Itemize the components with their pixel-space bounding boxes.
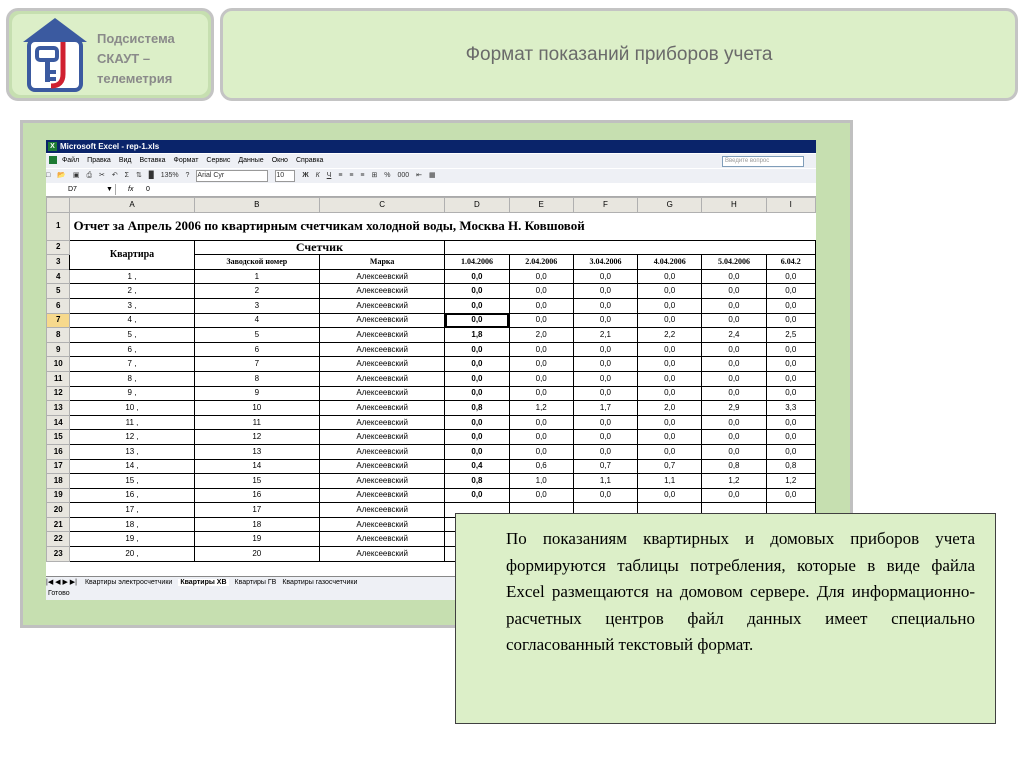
column-header[interactable]: D [445, 198, 509, 213]
apartment-cell[interactable]: 20 , [70, 547, 194, 562]
reading-cell[interactable]: 0,8 [445, 401, 509, 416]
row-header[interactable]: 1 [47, 212, 70, 240]
serial-cell[interactable]: 18 [194, 517, 319, 532]
reading-cell[interactable]: 0,0 [509, 313, 573, 328]
serial-cell[interactable]: 1 [194, 269, 319, 284]
reading-cell[interactable]: 0,0 [766, 313, 815, 328]
reading-cell[interactable]: 1,2 [702, 474, 766, 489]
reading-cell[interactable]: 0,0 [573, 357, 637, 372]
reading-cell[interactable]: 0,0 [702, 488, 766, 503]
apartment-cell[interactable]: 5 , [70, 328, 194, 343]
apartment-cell[interactable]: 15 , [70, 474, 194, 489]
reading-cell[interactable]: 0,0 [766, 386, 815, 401]
reading-cell[interactable]: 0,0 [509, 371, 573, 386]
excel-window-title: Microsoft Excel - rep-1.xls [60, 142, 160, 151]
reading-cell[interactable]: 0,0 [638, 284, 702, 299]
reading-cell[interactable]: 0,0 [445, 415, 509, 430]
save-icon[interactable]: ▣ [72, 172, 80, 179]
reading-cell[interactable]: 0,0 [702, 371, 766, 386]
merge-icon[interactable]: ⊞ [371, 172, 378, 179]
apartment-cell[interactable]: 14 , [70, 459, 194, 474]
row-header[interactable]: 5 [47, 284, 70, 299]
reading-cell[interactable]: 0,0 [573, 313, 637, 328]
row-header[interactable]: 19 [47, 488, 70, 503]
table-row [47, 284, 816, 299]
brand-cell[interactable]: Алексеевский [320, 488, 445, 503]
menu-item[interactable]: Правка [87, 157, 111, 164]
reading-cell[interactable]: 0,0 [445, 357, 509, 372]
italic-button[interactable]: К [315, 172, 320, 179]
menu-item[interactable]: Файл [61, 157, 80, 164]
row-header[interactable]: 15 [47, 430, 70, 445]
reading-cell[interactable]: 0,0 [702, 298, 766, 313]
grid-cell[interactable] [445, 240, 816, 255]
reading-cell[interactable]: 0,0 [638, 371, 702, 386]
reading-cell[interactable]: 1,8 [445, 328, 509, 343]
table-row [47, 415, 816, 430]
logo-line-2: СКАУТ – [97, 51, 151, 66]
reading-cell[interactable]: 0,0 [702, 430, 766, 445]
brand-cell[interactable]: Алексеевский [320, 503, 445, 518]
row-header[interactable]: 12 [47, 386, 70, 401]
serial-cell[interactable]: 7 [194, 357, 319, 372]
reading-cell[interactable]: 0,0 [509, 488, 573, 503]
reading-cell[interactable]: 0,0 [638, 342, 702, 357]
spreadsheet-grid [46, 197, 816, 562]
row-header[interactable]: 9 [47, 342, 70, 357]
name-box-dropdown-icon[interactable]: ▼ [106, 186, 113, 193]
column-header[interactable]: F [573, 198, 637, 213]
menu-item[interactable]: Окно [271, 157, 288, 164]
indent-icon[interactable]: ⇤ [416, 172, 422, 179]
align-right-icon[interactable]: ≡ [360, 172, 365, 179]
menu-item[interactable]: Вставка [139, 157, 166, 164]
undo-icon[interactable]: ↶ [111, 172, 118, 179]
help-search-input[interactable]: Введите вопрос [722, 156, 804, 167]
table-row [47, 401, 816, 416]
menu-item[interactable]: Справка [295, 157, 324, 164]
header-serial[interactable]: Заводской номер [194, 255, 319, 270]
logo-line-1: Подсистема [97, 31, 175, 46]
table-row [47, 488, 816, 503]
reading-cell[interactable]: 0,4 [445, 459, 509, 474]
select-all-corner[interactable] [47, 198, 70, 213]
reading-cell[interactable]: 0,0 [445, 488, 509, 503]
row-header[interactable]: 13 [47, 401, 70, 416]
reading-cell[interactable]: 0,0 [766, 430, 815, 445]
apartment-cell[interactable]: 7 , [70, 357, 194, 372]
slide-title: Формат показаний приборов учета [465, 44, 773, 65]
zoom-select[interactable]: 135% [160, 172, 179, 179]
reading-cell[interactable]: 2,2 [638, 328, 702, 343]
reading-cell[interactable]: 0,0 [702, 269, 766, 284]
serial-cell[interactable]: 5 [194, 328, 319, 343]
header-date[interactable]: 3.04.2006 [573, 255, 637, 270]
column-header[interactable]: G [638, 198, 702, 213]
reading-cell[interactable]: 0,0 [445, 342, 509, 357]
bold-button[interactable]: Ж [302, 172, 309, 179]
row-header[interactable]: 23 [47, 547, 70, 562]
font-size-select[interactable]: 10 [275, 170, 295, 182]
reading-cell[interactable]: 1,7 [573, 401, 637, 416]
column-header[interactable]: E [509, 198, 573, 213]
apartment-cell[interactable]: 2 , [70, 284, 194, 299]
reading-cell[interactable]: 0,0 [638, 430, 702, 445]
reading-cell[interactable]: 0,0 [573, 430, 637, 445]
menu-item[interactable]: Сервис [206, 157, 231, 164]
thousands-button[interactable]: 000 [397, 172, 410, 179]
reading-cell[interactable]: 0,0 [766, 357, 815, 372]
reading-cell[interactable]: 0,0 [573, 488, 637, 503]
fx-icon: fx [128, 186, 134, 193]
table-row [47, 240, 816, 255]
reading-cell[interactable]: 0,0 [445, 313, 509, 328]
apartment-cell[interactable]: 13 , [70, 444, 194, 459]
reading-cell[interactable]: 0,0 [766, 342, 815, 357]
header-date[interactable]: 4.04.2006 [638, 255, 702, 270]
reading-cell[interactable]: 2,9 [702, 401, 766, 416]
reading-cell[interactable]: 0,0 [573, 298, 637, 313]
excel-doc-icon[interactable] [49, 156, 57, 164]
brand-cell[interactable]: Алексеевский [320, 357, 445, 372]
reading-cell[interactable]: 0,0 [445, 430, 509, 445]
table-row [47, 386, 816, 401]
reading-cell[interactable]: 0,0 [638, 415, 702, 430]
row-header[interactable]: 3 [47, 255, 70, 270]
report-title[interactable]: Отчет за Апрель 2006 по квартирным счетчикам холодной воды, Москва Н. Ковшовой [73, 218, 585, 234]
name-box[interactable]: D7 [46, 184, 116, 195]
reading-cell[interactable]: 0,0 [702, 284, 766, 299]
reading-cell[interactable]: 0,0 [445, 269, 509, 284]
apartment-cell[interactable]: 3 , [70, 298, 194, 313]
sheet-tab[interactable]: Квартиры электросчетчики [84, 579, 173, 586]
reading-cell[interactable]: 0,0 [702, 444, 766, 459]
reading-cell[interactable]: 0,0 [509, 284, 573, 299]
reading-cell[interactable]: 0,8 [445, 474, 509, 489]
serial-cell[interactable]: 10 [194, 401, 319, 416]
brand-cell[interactable]: Алексеевский [320, 328, 445, 343]
reading-cell[interactable]: 0,0 [509, 269, 573, 284]
new-icon[interactable]: □ [46, 172, 51, 179]
table-row [47, 328, 816, 343]
reading-cell[interactable]: 0,0 [573, 444, 637, 459]
reading-cell[interactable]: 0,0 [766, 371, 815, 386]
sheet-tab[interactable]: Квартиры ГВ [234, 579, 277, 586]
column-header[interactable]: A [70, 198, 194, 213]
table-row [47, 212, 816, 240]
align-center-icon[interactable]: ≡ [349, 172, 354, 179]
house-key-logo-icon [19, 14, 91, 98]
reading-cell[interactable]: 0,0 [509, 430, 573, 445]
row-header[interactable]: 14 [47, 415, 70, 430]
table-row [47, 342, 816, 357]
brand-cell[interactable]: Алексеевский [320, 430, 445, 445]
serial-cell[interactable]: 14 [194, 459, 319, 474]
apartment-cell[interactable]: 1 , [70, 269, 194, 284]
logo-caption [97, 29, 175, 89]
help-icon[interactable]: ? [185, 172, 190, 179]
brand-cell[interactable]: Алексеевский [320, 371, 445, 386]
header-brand[interactable]: Марка [320, 255, 445, 270]
apartment-cell[interactable]: 8 , [70, 371, 194, 386]
reading-cell[interactable]: 0,0 [573, 269, 637, 284]
row-header[interactable]: 20 [47, 503, 70, 518]
reading-cell[interactable]: 0,0 [445, 284, 509, 299]
brand-cell[interactable]: Алексеевский [320, 342, 445, 357]
borders-icon[interactable]: ▦ [428, 172, 436, 179]
reading-cell[interactable]: 0,0 [702, 357, 766, 372]
brand-cell[interactable]: Алексеевский [320, 444, 445, 459]
column-header[interactable]: H [702, 198, 766, 213]
reading-cell[interactable]: 0,0 [638, 444, 702, 459]
brand-cell[interactable]: Алексеевский [320, 474, 445, 489]
excel-toolbar [46, 169, 816, 183]
serial-cell[interactable]: 20 [194, 547, 319, 562]
header-apartment[interactable]: Квартира [70, 240, 194, 269]
reading-cell[interactable]: 0,0 [638, 357, 702, 372]
reading-cell[interactable]: 0,0 [445, 444, 509, 459]
apartment-cell[interactable]: 17 , [70, 503, 194, 518]
row-header[interactable]: 6 [47, 298, 70, 313]
column-header[interactable]: B [194, 198, 319, 213]
header-date[interactable]: 5.04.2006 [702, 255, 766, 270]
brand-cell[interactable]: Алексеевский [320, 401, 445, 416]
status-bar: Готово [46, 588, 816, 600]
reading-cell[interactable]: 0,0 [766, 284, 815, 299]
reading-cell[interactable]: 0,6 [509, 459, 573, 474]
row-header[interactable]: 17 [47, 459, 70, 474]
table-row [47, 313, 816, 328]
reading-cell[interactable]: 1,2 [766, 474, 815, 489]
sort-icon[interactable]: ⇅ [135, 172, 142, 179]
tab-nav-icon[interactable]: |◀ ◀ ▶ ▶| [46, 579, 78, 586]
row-header[interactable]: 2 [47, 240, 70, 255]
row-header[interactable]: 21 [47, 517, 70, 532]
row-header[interactable]: 18 [47, 474, 70, 489]
apartment-cell[interactable]: 12 , [70, 430, 194, 445]
reading-cell[interactable]: 0,0 [638, 269, 702, 284]
reading-cell[interactable]: 1,1 [573, 474, 637, 489]
serial-cell[interactable]: 9 [194, 386, 319, 401]
excel-titlebar [46, 140, 816, 153]
reading-cell[interactable]: 0,7 [573, 459, 637, 474]
reading-cell[interactable]: 0,0 [445, 371, 509, 386]
serial-cell[interactable]: 15 [194, 474, 319, 489]
serial-cell[interactable]: 16 [194, 488, 319, 503]
reading-cell[interactable]: 0,0 [445, 386, 509, 401]
brand-cell[interactable]: Алексеевский [320, 269, 445, 284]
sheet-tab[interactable]: Квартиры газосчетчики [282, 579, 358, 586]
header-meter[interactable]: Счетчик [194, 240, 445, 255]
reading-cell[interactable]: 0,0 [573, 284, 637, 299]
apartment-cell[interactable]: 16 , [70, 488, 194, 503]
row-header[interactable]: 10 [47, 357, 70, 372]
formula-value[interactable]: 0 [146, 186, 150, 193]
reading-cell[interactable]: 0,7 [638, 459, 702, 474]
reading-cell[interactable]: 2,1 [573, 328, 637, 343]
reading-cell[interactable]: 0,0 [509, 386, 573, 401]
apartment-cell[interactable]: 4 , [70, 313, 194, 328]
reading-cell[interactable]: 1,1 [638, 474, 702, 489]
apartment-cell[interactable]: 9 , [70, 386, 194, 401]
brand-cell[interactable]: Алексеевский [320, 313, 445, 328]
align-left-icon[interactable]: ≡ [338, 172, 343, 179]
column-header[interactable]: I [766, 198, 815, 213]
header-date[interactable]: 1.04.2006 [445, 255, 509, 270]
table-row [47, 371, 816, 386]
table-row [47, 430, 816, 445]
serial-cell[interactable]: 8 [194, 371, 319, 386]
row-header[interactable]: 4 [47, 269, 70, 284]
header-date[interactable]: 6.04.2 [766, 255, 815, 270]
reading-cell[interactable]: 0,0 [638, 488, 702, 503]
serial-cell[interactable]: 4 [194, 313, 319, 328]
reading-cell[interactable]: 3,3 [766, 401, 815, 416]
brand-cell[interactable]: Алексеевский [320, 386, 445, 401]
reading-cell[interactable]: 0,0 [573, 386, 637, 401]
header-date[interactable]: 2.04.2006 [509, 255, 573, 270]
menu-item[interactable]: Вид [118, 157, 132, 164]
reading-cell[interactable]: 0,0 [509, 415, 573, 430]
brand-cell[interactable]: Алексеевский [320, 415, 445, 430]
formula-bar [46, 184, 816, 197]
reading-cell[interactable]: 0,0 [702, 415, 766, 430]
table-row [47, 269, 816, 284]
row-header[interactable]: 11 [47, 371, 70, 386]
reading-cell[interactable]: 0,8 [702, 459, 766, 474]
reading-cell[interactable]: 0,0 [766, 415, 815, 430]
reading-cell[interactable]: 0,0 [509, 444, 573, 459]
info-text-box: По показаниям квартирных и домовых приборов учета формируются таблицы потребления, которые в виде файла Excel размещаются на домовом сервере. Для информационно-расчетных центров файл данных имеет специально согласованный текстовый формат. [455, 513, 996, 724]
apartment-cell[interactable]: 6 , [70, 342, 194, 357]
apartment-cell[interactable]: 11 , [70, 415, 194, 430]
menu-item[interactable]: Формат [173, 157, 199, 164]
reading-cell[interactable]: 0,0 [638, 313, 702, 328]
excel-menubar [46, 154, 816, 168]
reading-cell[interactable]: 0,0 [702, 386, 766, 401]
serial-cell[interactable]: 19 [194, 532, 319, 547]
cut-icon[interactable]: ✂ [99, 172, 105, 179]
reading-cell[interactable]: 0,0 [573, 371, 637, 386]
serial-cell[interactable]: 13 [194, 444, 319, 459]
reading-cell[interactable]: 0,8 [766, 459, 815, 474]
reading-cell[interactable]: 0,0 [766, 488, 815, 503]
reading-cell[interactable]: 0,0 [702, 342, 766, 357]
reading-cell[interactable]: 0,0 [638, 386, 702, 401]
serial-cell[interactable]: 11 [194, 415, 319, 430]
excel-app-icon: X [48, 142, 57, 151]
brand-cell[interactable]: Алексеевский [320, 517, 445, 532]
reading-cell[interactable]: 0,0 [573, 415, 637, 430]
reading-cell[interactable]: 0,0 [766, 444, 815, 459]
table-row [47, 357, 816, 372]
reading-cell[interactable]: 0,0 [702, 313, 766, 328]
reading-cell[interactable]: 0,0 [509, 342, 573, 357]
reading-cell[interactable]: 0,0 [766, 298, 815, 313]
menu-item[interactable]: Данные [238, 157, 264, 164]
underline-button[interactable]: Ч [326, 172, 332, 179]
reading-cell[interactable]: 2,0 [509, 328, 573, 343]
reading-cell[interactable]: 1,2 [509, 401, 573, 416]
reading-cell[interactable]: 0,0 [766, 269, 815, 284]
font-name-select[interactable]: Arial Cyr [196, 170, 268, 182]
percent-button[interactable]: % [384, 172, 391, 179]
brand-cell[interactable]: Алексеевский [320, 547, 445, 562]
brand-cell[interactable]: Алексеевский [320, 298, 445, 313]
column-header-row [47, 198, 816, 213]
table-row [47, 298, 816, 313]
sum-icon[interactable]: Σ [124, 172, 129, 179]
table-row [47, 474, 816, 489]
reading-cell[interactable]: 2,4 [702, 328, 766, 343]
reading-cell[interactable]: 0,0 [445, 298, 509, 313]
apartment-cell[interactable]: 18 , [70, 517, 194, 532]
serial-cell[interactable]: 6 [194, 342, 319, 357]
reading-cell[interactable]: 2,5 [766, 328, 815, 343]
chart-icon[interactable]: █ [148, 172, 154, 179]
print-icon[interactable]: ⎙ [86, 172, 93, 179]
open-icon[interactable]: 📂 [57, 172, 66, 179]
serial-cell[interactable]: 12 [194, 430, 319, 445]
serial-cell[interactable]: 2 [194, 284, 319, 299]
serial-cell[interactable]: 3 [194, 298, 319, 313]
row-header[interactable]: 7 [47, 313, 70, 328]
apartment-cell[interactable]: 10 , [70, 401, 194, 416]
reading-cell[interactable]: 0,0 [509, 298, 573, 313]
row-header[interactable]: 22 [47, 532, 70, 547]
reading-cell[interactable]: 0,0 [573, 342, 637, 357]
table-row [47, 444, 816, 459]
reading-cell[interactable]: 2,0 [638, 401, 702, 416]
brand-cell[interactable]: Алексеевский [320, 459, 445, 474]
brand-cell[interactable]: Алексеевский [320, 532, 445, 547]
row-header[interactable]: 8 [47, 328, 70, 343]
brand-cell[interactable]: Алексеевский [320, 284, 445, 299]
row-header[interactable]: 16 [47, 444, 70, 459]
serial-cell[interactable]: 17 [194, 503, 319, 518]
sheet-tab[interactable]: Квартиры ХВ [180, 579, 227, 586]
column-header[interactable]: C [320, 198, 445, 213]
table-row [47, 459, 816, 474]
reading-cell[interactable]: 1,0 [509, 474, 573, 489]
reading-cell[interactable]: 0,0 [509, 357, 573, 372]
reading-cell[interactable]: 0,0 [638, 298, 702, 313]
logo-line-3: телеметрия [97, 71, 173, 86]
logo-panel [6, 8, 214, 101]
title-panel [220, 8, 1018, 101]
apartment-cell[interactable]: 19 , [70, 532, 194, 547]
